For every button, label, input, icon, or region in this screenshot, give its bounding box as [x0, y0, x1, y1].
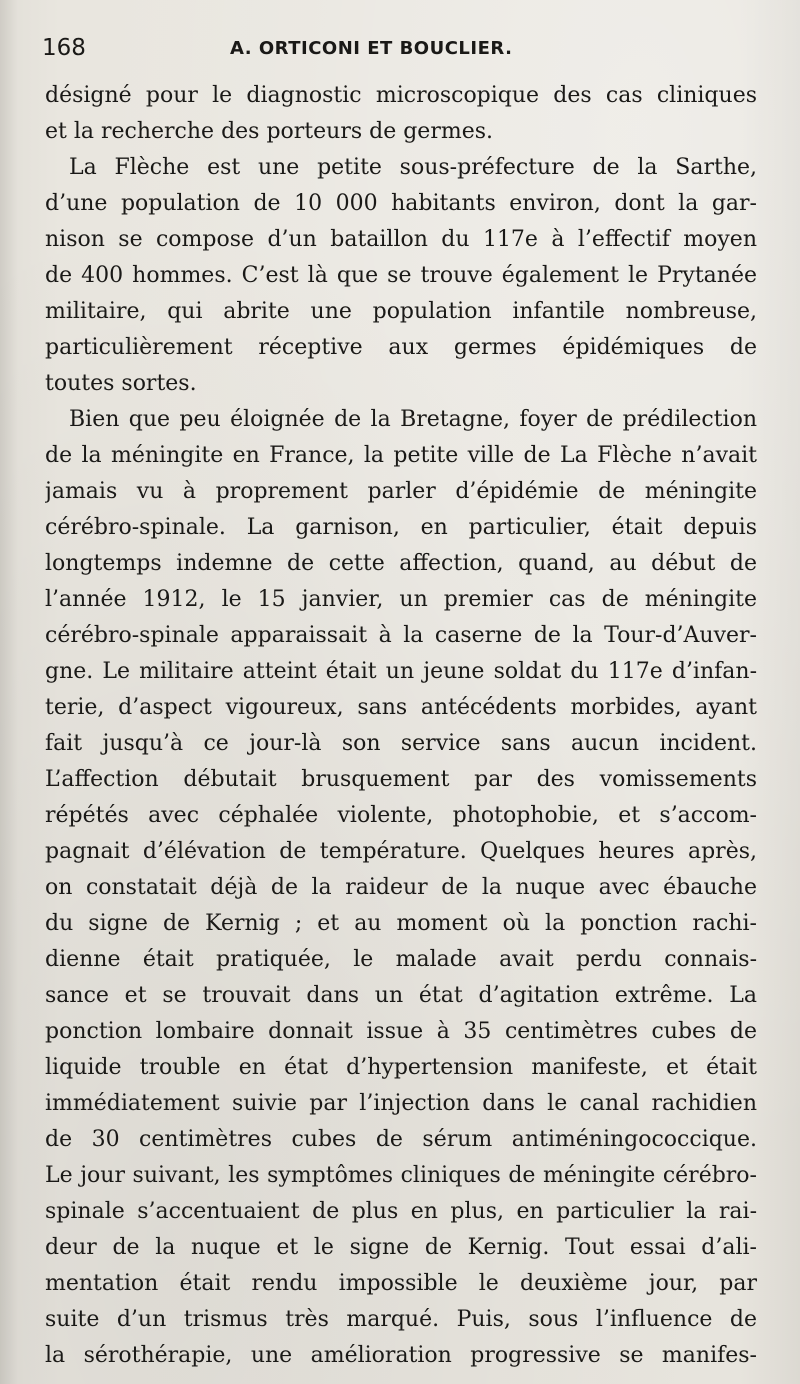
text-line: nison se compose d’un bataillon du 117e à l’effectif moyen [45, 227, 757, 252]
text-line: Le jour suivant, les symptômes cliniques de méningite cérébro- [45, 1163, 757, 1188]
text-line: du signe de Kernig ; et au moment où la ponction rachi- [45, 911, 757, 936]
text-line: militaire, qui abrite une population infantile nombreuse, [45, 299, 757, 324]
text-line: l’année 1912, le 15 janvier, un premier cas de méningite [45, 587, 757, 612]
body-text [45, 78, 757, 1374]
page-number: 168 [42, 35, 86, 61]
text-line: la sérothérapie, une amélioration progressive se manifes- [45, 1343, 757, 1368]
text-line: répétés avec céphalée violente, photophobie, et s’accom- [45, 803, 757, 828]
text-line: cérébro-spinale apparaissait à la caserne de la Tour-d’Auver- [45, 623, 757, 648]
text-line: de la méningite en France, la petite ville de La Flèche n’avait [45, 443, 757, 468]
text-line: sance et se trouvait dans un état d’agitation extrême. La [45, 983, 757, 1008]
text-line: jamais vu à proprement parler d’épidémie de méningite [45, 479, 757, 504]
text-line: L’affection débutait brusquement par des vomissements [45, 767, 757, 792]
text-line: longtemps indemne de cette affection, quand, au début de [45, 551, 757, 576]
text-line: spinale s’accentuaient de plus en plus, en particulier la rai- [45, 1199, 757, 1224]
text-line: pagnait d’élévation de température. Quelques heures après, [45, 839, 757, 864]
text-line: et la recherche des porteurs de germes. [45, 119, 494, 144]
text-line: deur de la nuque et le signe de Kernig. Tout essai d’ali- [45, 1235, 757, 1260]
text-line: liquide trouble en état d’hypertension manifeste, et était [45, 1055, 757, 1080]
text-line: terie, d’aspect vigoureux, sans antécédents morbides, ayant [45, 695, 757, 720]
text-line: dienne était pratiquée, le malade avait perdu connais- [45, 947, 757, 972]
page-header [42, 34, 762, 66]
text-line: de 400 hommes. C’est là que se trouve également le Prytanée [45, 263, 757, 288]
text-line: toutes sortes. [45, 371, 197, 396]
text-line: on constatait déjà de la raideur de la nuque avec ébauche [45, 875, 757, 900]
text-line: mentation était rendu impossible le deuxième jour, par [45, 1271, 757, 1296]
text-line: de 30 centimètres cubes de sérum antiméningococcique. [45, 1127, 757, 1152]
text-line: immédiatement suivie par l’injection dans le canal rachidien [45, 1091, 757, 1116]
text-line: fait jusqu’à ce jour-là son service sans aucun incident. [45, 731, 757, 756]
text-line: suite d’un trismus très marqué. Puis, sous l’influence de [45, 1307, 757, 1332]
text-line: La Flèche est une petite sous-préfecture de la Sarthe, [69, 155, 757, 180]
text-line: cérébro-spinale. La garnison, en particulier, était depuis [45, 515, 757, 540]
text-line: ponction lombaire donnait issue à 35 centimètres cubes de [45, 1019, 757, 1044]
running-head: A. ORTICONI ET BOUCLIER. [230, 38, 513, 59]
text-line: Bien que peu éloignée de la Bretagne, foyer de prédilection [69, 407, 757, 432]
text-line: d’une population de 10 000 habitants environ, dont la gar- [45, 191, 757, 216]
text-line: gne. Le militaire atteint était un jeune soldat du 117e d’infan- [45, 659, 757, 684]
text-line: désigné pour le diagnostic microscopique des cas cliniques [45, 83, 757, 108]
text-line: particulièrement réceptive aux germes épidémiques de [45, 335, 757, 360]
